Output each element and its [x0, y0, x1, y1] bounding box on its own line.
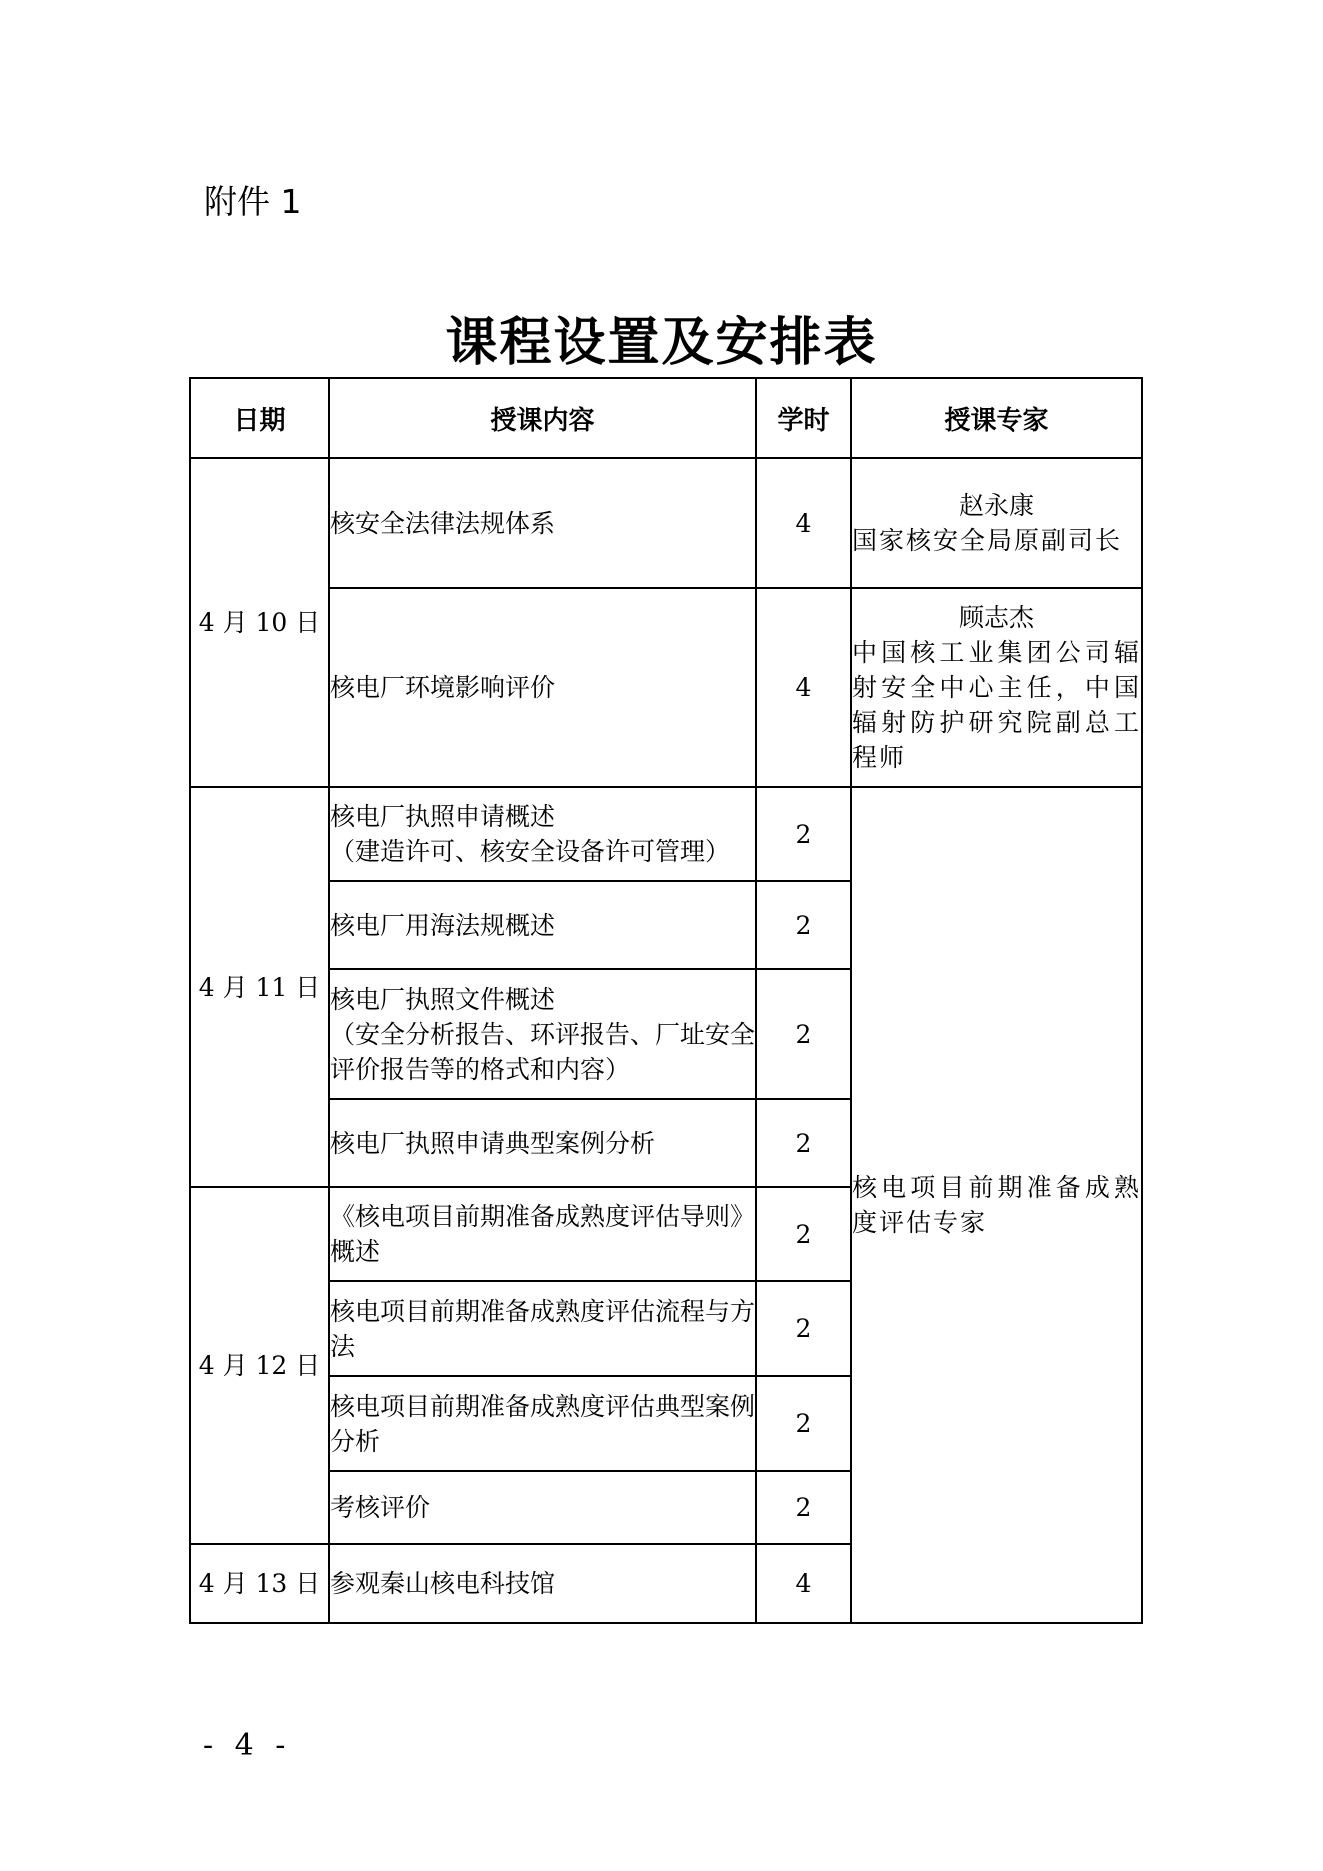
content-cell [329, 1187, 756, 1281]
attachment-label: 附件 1 [204, 182, 302, 221]
hours-cell: 2 [756, 1376, 851, 1471]
content-cell [329, 787, 756, 881]
table-row [190, 588, 1142, 787]
expert-name: 赵永康 [958, 491, 1034, 520]
content-line: 核电厂环境影响评价 [330, 673, 556, 702]
content-line: （安全分析报告、环评报告、厂址安全评价报告等的格式和内容） [330, 1019, 756, 1084]
content-line: 《核电项目前期准备成熟度评估导则》概述 [330, 1202, 756, 1266]
page-number: - 4 - [203, 1728, 292, 1763]
expert-title: 国家核安全局原副司长 [852, 526, 1123, 555]
expert-cell [851, 787, 1142, 1623]
hours-cell: 2 [756, 1187, 851, 1281]
content-cell [329, 1471, 756, 1544]
hours-cell: 2 [756, 969, 851, 1099]
content-line: 核电厂执照申请概述 [330, 802, 556, 831]
column-header-hours: 学时 [756, 378, 851, 458]
content-line: 考核评价 [330, 1493, 431, 1522]
hours-cell: 4 [756, 1544, 851, 1623]
date-cell: 4 月 13 日 [190, 1544, 329, 1623]
column-header-date: 日期 [190, 378, 329, 458]
hours-cell: 2 [756, 1099, 851, 1187]
content-line: 参观秦山核电科技馆 [330, 1569, 556, 1598]
expert-name: 顾志杰 [958, 603, 1034, 632]
hours-cell: 2 [756, 1281, 851, 1376]
column-header-expert: 授课专家 [851, 378, 1142, 458]
content-cell [329, 1544, 756, 1623]
date-cell: 4 月 10 日 [190, 458, 329, 787]
hours-cell: 4 [756, 588, 851, 787]
content-cell [329, 1376, 756, 1471]
column-header-content: 授课内容 [329, 378, 756, 458]
table-row [190, 458, 1142, 588]
schedule-table [189, 377, 1143, 1624]
hours-cell: 2 [756, 787, 851, 881]
table-row [190, 787, 1142, 881]
expert-title: 中国核工业集团公司辐射安全中心主任，中国辐射防护研究院副总工程师 [852, 638, 1141, 772]
content-line: 核电项目前期准备成熟度评估流程与方法 [330, 1296, 756, 1361]
expert-cell [851, 588, 1142, 787]
hours-cell: 2 [756, 1471, 851, 1544]
content-cell [329, 1099, 756, 1187]
hours-cell: 4 [756, 458, 851, 588]
content-line: 核电厂用海法规概述 [330, 910, 556, 940]
content-line: 核安全法律法规体系 [330, 508, 556, 538]
expert-cell [851, 458, 1142, 588]
page-title: 课程设置及安排表 [445, 313, 878, 373]
content-line: 核电厂执照申请典型案例分析 [330, 1128, 656, 1158]
content-cell [329, 458, 756, 588]
content-line: （建造许可、核安全设备许可管理） [330, 837, 731, 866]
content-cell [329, 969, 756, 1099]
content-cell [329, 1281, 756, 1376]
content-cell [329, 881, 756, 969]
date-cell: 4 月 12 日 [190, 1187, 329, 1544]
date-cell: 4 月 11 日 [190, 787, 329, 1187]
content-line: 核电项目前期准备成熟度评估典型案例分析 [330, 1391, 756, 1456]
expert-title: 核电项目前期准备成熟度评估专家 [852, 1173, 1141, 1237]
content-cell [329, 588, 756, 787]
table-header-row [190, 378, 1142, 458]
hours-cell: 2 [756, 881, 851, 969]
content-line: 核电厂执照文件概述 [330, 984, 556, 1014]
